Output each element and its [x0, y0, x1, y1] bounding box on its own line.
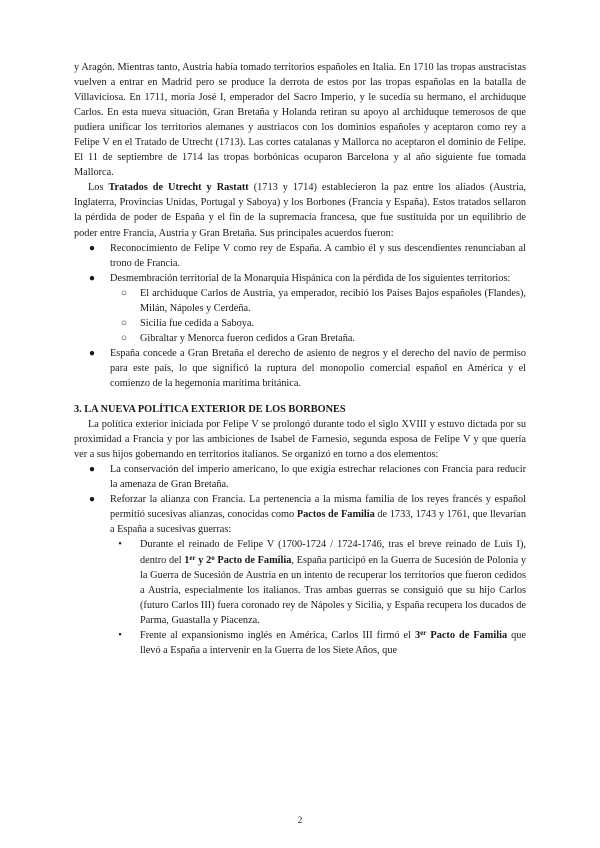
sublist-item [110, 628, 526, 658]
sublist-item [110, 286, 526, 316]
list-item-text: Desmembración territorial de la Monarquía Hispánica con la pérdida de los siguientes territorios: [110, 272, 511, 284]
text-fragment: 3 [415, 629, 421, 641]
bold-term-pactos-1-2 [184, 555, 291, 566]
list-item [74, 271, 526, 346]
text-fragment: Pacto de Familia [426, 629, 508, 641]
elementos-list [74, 462, 526, 658]
paragraph-tratados [74, 180, 526, 240]
bullet-icon: ● [88, 464, 96, 476]
text-fragment: Frente al expansionismo inglés en América, Carlos III firmó el [140, 629, 416, 641]
sublist-item-text: Gibraltar y Menorca fueron cedidos a Gran Bretaña. [140, 332, 355, 344]
small-bullet-icon: • [118, 539, 122, 551]
bullet-icon: ● [88, 347, 96, 359]
sublist-item [110, 537, 526, 627]
bold-term-pactos: Pactos de Familia [296, 509, 375, 521]
sublist-item [110, 331, 526, 346]
text-fragment: y 2 [195, 554, 212, 566]
acuerdos-list [74, 241, 526, 391]
list-item [74, 492, 526, 658]
bullet-icon: ● [88, 272, 96, 284]
text-fragment: que llevó a España a intervenir en la Guerra de los Siete Años, que [140, 629, 527, 656]
circle-bullet-icon: ○ [120, 317, 128, 329]
bullet-icon: ● [88, 242, 96, 254]
circle-bullet-icon: ○ [120, 287, 128, 299]
sublist-item-text: Sicilia fue cedida a Saboya. [140, 317, 255, 329]
small-bullet-icon: • [118, 629, 122, 641]
page-number: 2 [297, 815, 303, 825]
superscript: er [420, 628, 427, 637]
superscript: er [189, 553, 196, 562]
list-item-text: La conservación del imperio americano, lo que exigía estrechar relaciones con Francia para reducir la amenaza de Gran Bretaña. [110, 464, 526, 491]
text-fragment: , España participó en la Guerra de Sucesión de Polonia y la Guerra de Sucesión de Austria en un intento de recuperar los territorios que fueron cedidos a Austria, especialmente los italianos. Tras ambas guerras se consiguió que su hijo Carlos (futuro Carlos III) fuera coronado rey de Nápoles y Sicilia, y España recupera los ducados de Parma, Guastalla y Piacenza. [140, 554, 526, 626]
document-page [74, 60, 526, 658]
list-item-text: España concede a Gran Bretaña el derecho de asiento de negros y el derecho del navío de permiso para este país, lo que significó la ruptura del monopolio comercial español en América y el comienzo de la hegemonía marítima británica. [110, 347, 526, 389]
territorios-sublist [110, 286, 526, 346]
text-fragment: Durante el reinado de Felipe V (1700-1724 / 1724-1746, tras el breve reinado de Luis I), dentro del [140, 539, 526, 566]
sublist-item-text: El archiduque Carlos de Austria, ya emperador, recibió los Países Bajos españoles (Flandes), Milán, Nápoles y Cerdeña. [140, 287, 526, 314]
list-item [74, 462, 526, 492]
paragraph-politica-exterior: La política exterior iniciada por Felipe V se prolongó durante todo el siglo XVIII y estuvo dictada por su proximidad a Francia y por las ambiciones de Isabel de Farnesio, segunda esposa de Felipe V y que quería ver a sus hijos gobernando en territorios italianos. Se organizó en torno a dos elementos: [74, 419, 526, 461]
circle-bullet-icon: ○ [120, 332, 128, 344]
bold-term-tratados: Tratados de Utrecht y Rastatt [108, 182, 249, 194]
text-fragment: Los [88, 182, 109, 194]
text-fragment: Reforzar la alianza con Francia. La pertenencia a la misma familia de los reyes francés y español permitió sucesivas alianzas, conocidas como [110, 494, 526, 521]
bold-term-pacto-3 [415, 630, 507, 641]
list-item [74, 241, 526, 271]
sublist-item [110, 316, 526, 331]
superscript: o [211, 553, 215, 562]
text-fragment: Pacto de Familia [214, 554, 292, 566]
section-heading: 3. LA NUEVA POLÍTICA EXTERIOR DE LOS BORBONES [74, 404, 346, 416]
bullet-icon: ● [88, 494, 96, 506]
paragraph-utrecht-context: y Aragón. Mientras tanto, Austria había tomado territorios españoles en Italia. En 1710 las tropas austracistas vuelven a entrar en Madrid pero se produce la derrota de estos por las tropas españolas en la batalla de Villaviciosa. En 1711, moría José I, emperador del Sacro Imperio, y le sucedía su hermano, el archiduque Carlos. En esta nueva situación, Gran Bretaña y Holanda retiran su apoyo al archiduque temerosos de que pudiera unificar los territorios alemanes y austriacos con los dominios españoles y aceptaron como rey a Felipe V en el Tratado de Utrecht (1713). Las cortes catalanas y Mallorca no aceptaron el dominio de Felipe. El 11 de septiembre de 1714 las tropas borbónicas ocuparon Barcelona y al año siguiente fue tomada Mallorca. [74, 62, 526, 179]
list-item-text: Reconocimiento de Felipe V como rey de España. A cambio él y sus descendientes renunciaban al trono de Francia. [110, 242, 526, 269]
text-fragment: 1 [184, 554, 190, 566]
text-fragment: (1713 y 1714) establecieron la paz entre los aliados (Austria, Inglaterra, Provincias Unidas, Portugal y Saboya) y los Borbones (Francia y España). Estos tratados sellaron la pérdida de poder de España y el fin de la supremacía francesa, que fue sustituida por un equilibrio de poder entre Francia, Austria y Gran Bretaña. Sus principales acuerdos fueron: [74, 182, 526, 239]
guerras-sublist [110, 537, 526, 657]
list-item [74, 346, 526, 391]
text-fragment: de 1733, 1743 y 1761, que llevarían a España a sucesivas guerras: [110, 509, 526, 536]
